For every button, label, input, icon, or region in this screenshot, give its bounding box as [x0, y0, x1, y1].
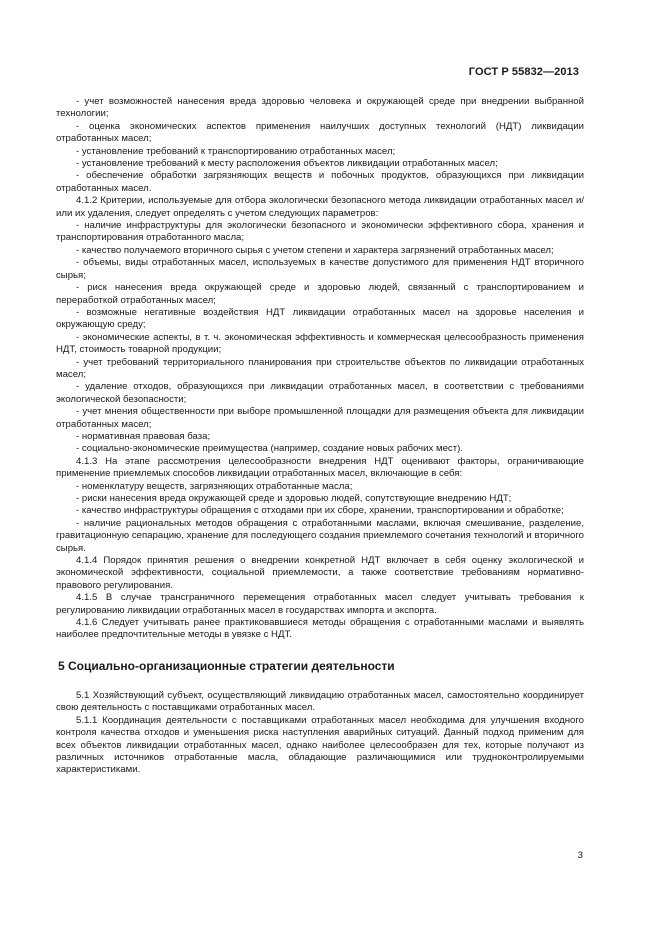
clause-5-1: 5.1 Хозяйствующий субъект, осуществляющий ликвидацию отработанных масел, самостоятельно координирует свою деятельность с поставщиками отработанных масел.	[56, 689, 584, 714]
section-heading: 5 Социально-организационные стратегии деятельности	[58, 658, 395, 673]
list-item: - качество инфраструктуры обращения с отходами при их сборе, хранении, транспортировании и обработке;	[76, 505, 564, 517]
list-item: - установление требований к месту расположения объектов ликвидации отработанных масел;	[76, 158, 498, 170]
clause-4-1-2: 4.1.2 Критерии, используемые для отбора экологически безопасного метода ликвидации отработанных масел и/или их удаления, следует определять с учетом следующих параметров:	[56, 195, 584, 219]
clause-4-1-3: 4.1.3 На этапе рассмотрения целесообразности внедрения НДТ оценивают факторы, ограничивающие применение приемлемых способов ликвидации отработанных масел, включающие в себя:	[56, 455, 584, 480]
page-number: 3	[577, 850, 583, 861]
list-item: - объемы, виды отработанных масел, используемых в качестве допустимого для применения НДТ вторичного сырья;	[56, 257, 584, 281]
section-spacer	[56, 674, 584, 690]
list-item: - номенклатуру веществ, загрязняющих отработанные масла;	[76, 480, 353, 492]
clause-5-1-1: 5.1.1 Координация деятельности с поставщиками отработанных масел необходима для улучшения входного контроля качества отходов и уменьшения риска наступления аварийных ситуаций. Данный подход применим для всех объектов ликвидации отработанных масел, однако наиболее целесообразен для тех, которые получают из различных источников отработанные масла, обладающие различающимися или трудноконтролируемыми характеристиками.	[56, 714, 584, 776]
list-item: - учет требований территориального планирования при строительстве объектов по ликвидации отработанных масел;	[56, 356, 584, 380]
list-item: - социально-экономические преимущества (например, создание новых рабочих мест).	[76, 443, 463, 455]
document-body	[56, 96, 584, 777]
list-item: - нормативная правовая база;	[76, 430, 211, 442]
list-item: - оценка экономических аспектов применения наилучших доступных технологий (НДТ) ликвидации отработанных масел;	[56, 120, 584, 145]
clause-4-1-6: 4.1.6 Следует учитывать ранее практиковавшиеся методы обращения с отработанными маслами и выявлять наиболее предпочтительные методы в увязке с НДТ.	[56, 617, 584, 641]
list-item: - риск нанесения вреда окружающей среде и здоровью людей, связанный с транспортированием и переработкой отработанных масел;	[56, 282, 584, 306]
list-item: - удаление отходов, образующихся при ликвидации отработанных масел, в соответствии с требованиями экологической безопасности;	[56, 381, 584, 405]
list-item: - обеспечение обработки загрязняющих веществ и побочных продуктов, образующихся при ликвидации отработанных масел.	[56, 170, 584, 194]
list-item: - учет возможностей нанесения вреда здоровью человека и окружающей среде при внедрении выбранной технологии;	[56, 96, 584, 120]
clause-4-1-5: 4.1.5 В случае трансграничного перемещения отработанных масел следует учитывать требования к регулированию ликвидации отработанных масел в государствах импорта и экспорта.	[56, 592, 584, 616]
clause-4-1-4: 4.1.4 Порядок принятия решения о внедрении конкретной НДТ включает в себя оценку экологической и экономической эффективности, социальной приемлемости, а также соответствие требованиям нормативно-правового регулирования.	[56, 555, 584, 591]
list-item: - учет мнения общественности при выборе промышленной площадки для размещения объекта для ликвидации отработанных масел;	[56, 406, 584, 430]
list-item: - качество получаемого вторичного сырья с учетом степени и характера загрязнений отработанных масел;	[76, 244, 554, 256]
list-item: - установление требований к транспортированию отработанных масел;	[76, 145, 396, 157]
list-item: - наличие инфраструктуры для экологически безопасного и экономически эффективного сбора, хранения и транспортирования отработанного масла;	[56, 220, 584, 244]
list-item: - экономические аспекты, в т. ч. экономическая эффективность и коммерческая целесообразность применения НДТ, стоимость товарной продукции;	[56, 331, 584, 356]
section-spacer	[56, 642, 584, 658]
document-header-code: ГОСТ Р 55832—2013	[468, 66, 579, 78]
list-item: - риски нанесения вреда окружающей среде и здоровью людей, сопутствующие внедрению НДТ;	[76, 493, 512, 504]
list-item: - возможные негативные воздействия НДТ ликвидации отработанных масел на здоровье населения и окружающую среду;	[56, 306, 584, 331]
list-item: - наличие рациональных методов обращения с отработанными маслами, включая смешивание, разделение, гравитационную сепарацию, хранение для последующего создания приемлемого сочетания технологий и вторичного сырья.	[56, 517, 584, 554]
